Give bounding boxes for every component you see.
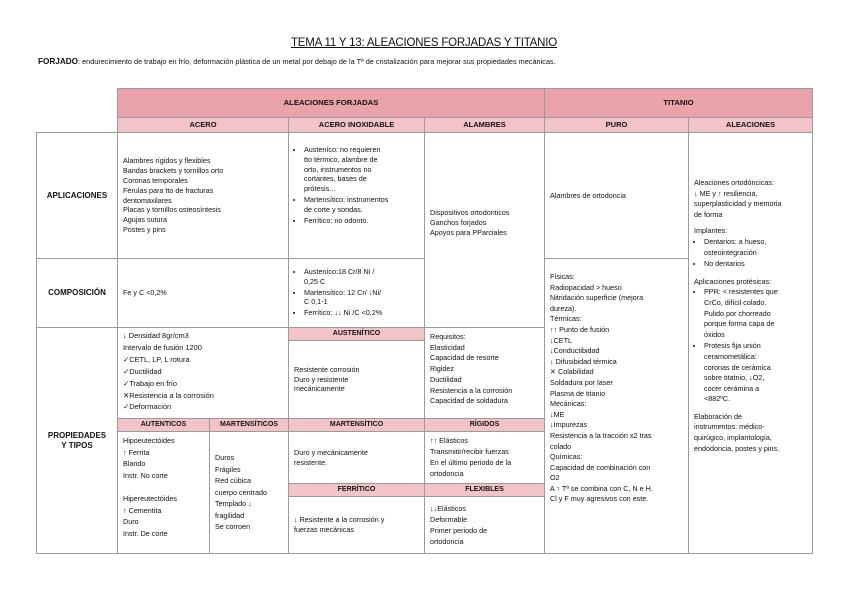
text-line: Químicas: <box>550 452 583 462</box>
text-line: ↓Impurezas <box>550 420 588 430</box>
text-line: ceramometálica: <box>704 351 757 361</box>
text-line: ↓ME <box>550 409 565 419</box>
text-line: Cl y F muy agresivos con este. <box>550 494 649 504</box>
text-line: Implantes: <box>694 226 728 236</box>
text-line: Térmicas: <box>550 314 582 324</box>
text-line: Placas y tornillos osteosíntesis <box>123 205 221 215</box>
cell-rigidos <box>424 431 545 484</box>
text-line: Elasticidad <box>430 342 465 352</box>
text-line: Dispositivos ortodonticos <box>430 208 510 217</box>
text-line: Duro <box>123 517 139 526</box>
text-line: ↑ Ferrita <box>123 447 150 457</box>
text-line: ↓ Resistente a la corrosión y <box>294 515 385 525</box>
text-line: En el último periodo de la <box>430 458 512 467</box>
cell-aplicaciones-alambres <box>424 132 545 328</box>
header-aleaciones-label: ALEACIONES <box>725 120 776 130</box>
cell-propiedades-acero-general <box>117 327 289 419</box>
cell-inox-ferritico <box>288 496 425 554</box>
text-line: C 0,1-1 <box>304 297 328 307</box>
text-line: Soldadura por laser <box>550 377 613 387</box>
list-item <box>304 288 419 308</box>
text-line: Duros <box>215 453 235 463</box>
subheader-inox-austenitico <box>288 327 425 341</box>
row-label-propiedades-line2: Y TIPOS <box>61 440 93 450</box>
text-line: ✕Resistencia a la corrosión <box>123 390 214 400</box>
subheader-flexibles-label: FLEXIBLES <box>465 486 504 494</box>
subheader-autenticos <box>117 418 210 432</box>
text-line: cuerpo centrado <box>215 487 267 497</box>
text-line: Intervalo de fusión 1200 <box>123 342 202 352</box>
subheader-martensiticos-label: MARTENSÍTICOS <box>220 421 278 429</box>
cell-composicion-inox <box>288 258 425 328</box>
row-label-propiedades-line1: PROPIEDADES <box>47 430 107 440</box>
text-line: Bandas brackets y tornillos orto <box>123 166 224 176</box>
text-line: ↓Conductibidad <box>550 346 600 356</box>
text-line: Férulas para tto de fracturas <box>123 185 214 195</box>
text-line: ✓Deformación <box>123 402 172 412</box>
text-line: CrCo, difícil colado. <box>704 297 767 307</box>
header-puro <box>544 117 689 133</box>
text-line: Rigidez <box>430 364 454 374</box>
text-line: Mecánicas: <box>550 399 587 409</box>
cell-titanio-aleaciones <box>688 132 813 554</box>
subheader-inox-martensitico <box>288 418 425 432</box>
text-line: dureza). <box>550 303 577 313</box>
text-line: • Austeníco: no requieren <box>304 145 381 154</box>
text-line: ✓CETL, LP, L rotura <box>123 354 190 364</box>
text-line: • No dentarios <box>704 259 745 269</box>
list-item <box>304 195 419 215</box>
list-item <box>704 259 807 270</box>
text-line: • PPR: < resistentes que <box>704 287 778 297</box>
subheader-rigidos-label: RÍGIDOS <box>469 421 500 429</box>
text-line: instrumentos: médico- <box>694 422 765 432</box>
text-line: Ganchos forjados <box>430 217 487 227</box>
text-line: ↑ Cementita <box>123 505 162 515</box>
text-line: osteointegración <box>704 247 757 257</box>
text-line: A ↑ Tª se combina con C, N e H. <box>550 483 653 493</box>
cell-composicion-acero <box>117 258 289 328</box>
text-line: Aleaciones ortodóncicas: <box>694 178 774 187</box>
list-item <box>304 308 419 318</box>
text-line: Templado ↓ <box>215 499 252 509</box>
text-line: • Ferrítico: ↓↓ Ni /C <0,2% <box>304 308 383 318</box>
text-line: Capacidad de resorte <box>430 353 499 363</box>
text-line: ↓ Difusibidad térmica <box>550 356 617 366</box>
text-line: 0,25 C <box>304 276 326 286</box>
cell-inox-martensitico <box>288 431 425 484</box>
cell-martensiticos <box>209 431 289 554</box>
header-puro-label: PURO <box>605 120 628 130</box>
text-line: Fe y C <0,2% <box>123 288 167 298</box>
text-line: ↓↓Elásticos <box>430 504 466 513</box>
text-line: óxidos <box>704 329 725 339</box>
text-line: Físicas: <box>550 272 575 281</box>
text-line: Elaboración de <box>694 411 742 421</box>
text-line: Capacidad de combinación con <box>550 462 651 472</box>
text-line: Postes y pins <box>123 224 166 234</box>
row-label-aplicaciones <box>36 132 118 259</box>
row-label-composicion-text: COMPOSICIÓN <box>48 288 106 298</box>
text-line: ortodoncia <box>430 537 464 546</box>
text-line: • Ferrítico: no odonto. <box>304 215 369 225</box>
text-line: ↑↑ Elásticos <box>430 436 468 445</box>
list-item <box>704 237 807 258</box>
header-titanio-label: TITANIO <box>663 98 694 108</box>
text-line: Plasma de titanio <box>550 388 606 398</box>
text-line: Transmitir/recibir fuerzas <box>430 447 509 456</box>
text-line: endodoncia, postes y pins. <box>694 443 780 453</box>
text-line: Resistente corrosión <box>294 364 360 374</box>
text-line: ↓ Densidad 8gr/cm3 <box>123 331 189 340</box>
text-line: Nitridación superficie (mejora <box>550 293 644 303</box>
text-line: Se corroen <box>215 522 251 532</box>
cell-aplicaciones-acero <box>117 132 289 259</box>
text-line: • Protesis fija unión <box>704 341 761 351</box>
text-line: Capacidad de soldadura <box>430 396 508 406</box>
text-line: Aplicaciones protésicas: <box>694 276 772 286</box>
text-line: Instr. No corte <box>123 470 168 480</box>
list-item <box>704 341 807 405</box>
header-acero-inoxidable <box>288 117 425 133</box>
subheader-autenticos-label: AUTENTICOS <box>140 421 187 429</box>
text-line: Pulido por chorreado <box>704 308 771 318</box>
text-line: de forma <box>694 209 723 219</box>
subheader-inox-ferritico-label: FERRÍTICO <box>337 486 376 494</box>
subheader-inox-austenitico-label: AUSTENÍTICO <box>332 330 381 338</box>
list-item <box>304 145 419 194</box>
text-line: Ductilidad <box>430 374 462 384</box>
text-line: ↓ ME y ↑ resiliencia, <box>694 188 758 198</box>
header-acero-inoxidable-label: ACERO INOXIDABLE <box>318 120 395 130</box>
text-line: Agujas sutura <box>123 215 167 225</box>
list-item <box>704 287 807 340</box>
text-line: <882ºC. <box>704 394 731 404</box>
subheader-inox-ferritico <box>288 483 425 497</box>
text-line: Blando <box>123 459 146 468</box>
header-aleaciones-forjadas <box>117 88 545 118</box>
text-line: Red cúbica <box>215 476 251 486</box>
text-line: O2 <box>550 473 560 483</box>
text-line: Requisitos: <box>430 332 466 341</box>
text-line: fuerzas mecánicas <box>294 525 354 534</box>
text-line: • Dentarios: a hueso, <box>704 236 767 246</box>
header-acero-label: ACERO <box>189 120 217 130</box>
text-line: quirúgico, implantología, <box>694 433 772 443</box>
text-line: prótesis… <box>304 184 337 194</box>
cell-alambres-requisitos <box>424 327 545 419</box>
text-line: • Austeníco:18 Cr/8 Ni / <box>304 267 375 276</box>
header-aleaciones <box>688 117 813 133</box>
text-line: de corte y sondas. <box>304 204 363 214</box>
text-line: Primer periodo de <box>430 526 488 535</box>
text-line: Duro y mecánicamente <box>294 447 368 457</box>
header-acero <box>117 117 289 133</box>
text-line: Radiopacidad > hueso <box>550 282 622 292</box>
cell-aplicaciones-inox <box>288 132 425 259</box>
text-line: Instr. De corte <box>123 528 168 538</box>
intro-definition: : endurecimiento de trabajo en frío, deformación plástica de un metal por debajo de la Tª de cristalización para mejorar sus propiedades mecánicas. <box>78 57 556 66</box>
text-line: cortantes, bases de <box>304 174 367 184</box>
text-line: • Martensítico: instrumentos <box>304 194 389 204</box>
header-alambres <box>424 117 545 133</box>
header-titanio <box>544 88 813 118</box>
text-line: ✓Trabajo en frío <box>123 378 177 388</box>
text-line: ↓CETL <box>550 335 572 345</box>
list-item <box>304 216 419 226</box>
cell-aplicaciones-puro <box>544 132 689 259</box>
cell-flexibles <box>424 496 545 554</box>
row-label-composicion <box>36 258 118 328</box>
text-line: mecánicamente <box>294 384 345 394</box>
text-line: Resistencia a la corrosión <box>430 385 513 395</box>
text-line: fragilidad <box>215 510 245 520</box>
cell-titanio-puro-propiedades <box>544 258 689 554</box>
subheader-rigidos <box>424 418 545 432</box>
subheader-martensiticos <box>209 418 289 432</box>
text-line: ✓Ductilidad <box>123 366 162 376</box>
text-line: sobre titatnio, ↓O2, <box>704 373 765 383</box>
text-line: Alambres de ortodoncia <box>550 190 626 200</box>
text-line: porque forma capa de <box>704 319 775 329</box>
text-line: Resistencia a la tracción x2 tras <box>550 430 652 440</box>
subheader-inox-martensitico-label: MARTENSÍTICO <box>329 421 384 429</box>
cell-inox-austenitico <box>288 340 425 419</box>
text-line: Hipereutectóides <box>123 494 177 503</box>
text-line: dentomaxilares <box>123 195 172 205</box>
subheader-flexibles <box>424 483 545 497</box>
text-line: ✕ Colabilidad <box>550 367 594 377</box>
text-line: tto térmico, alambre de <box>304 154 378 164</box>
text-line: Alambres rígidos y flexibles <box>123 156 211 166</box>
text-line: cocer cerámina a <box>704 383 760 393</box>
intro-text <box>38 57 828 66</box>
text-line: Coronas temporales <box>123 175 188 185</box>
cell-autenticos <box>117 431 210 554</box>
text-line: coronas de cerámica <box>704 362 771 372</box>
header-aleaciones-forjadas-label: ALEACIONES FORJADAS <box>283 98 379 108</box>
text-line: resistente. <box>294 457 328 467</box>
text-line: Hipoeutectóides <box>123 436 175 445</box>
text-line: Duro y resistente <box>294 374 349 384</box>
text-line: Deformable <box>430 515 468 524</box>
row-label-aplicaciones-text: APLICACIONES <box>46 190 108 200</box>
text-line: superplasticidad y memoria <box>694 199 782 209</box>
header-alambres-label: ALAMBRES <box>463 120 506 130</box>
text-line: orto, instrumentos no <box>304 164 372 174</box>
text-line: ↑↑ Punto de fusión <box>550 324 610 334</box>
row-label-propiedades <box>36 327 118 554</box>
intro-label: FORJADO <box>38 57 79 66</box>
text-line: ortodoncia <box>430 469 464 478</box>
text-line: Frágiles <box>215 464 241 474</box>
text-line: Apoyos para PParciales <box>430 227 507 237</box>
text-line: colado <box>550 441 572 451</box>
page-title: TEMA 11 Y 13: ALEACIONES FORJADAS Y TITANIO <box>290 37 557 49</box>
text-line: • Martensítico: 12 Cr/ ↓Ni/ <box>304 287 382 297</box>
list-item <box>304 267 419 287</box>
